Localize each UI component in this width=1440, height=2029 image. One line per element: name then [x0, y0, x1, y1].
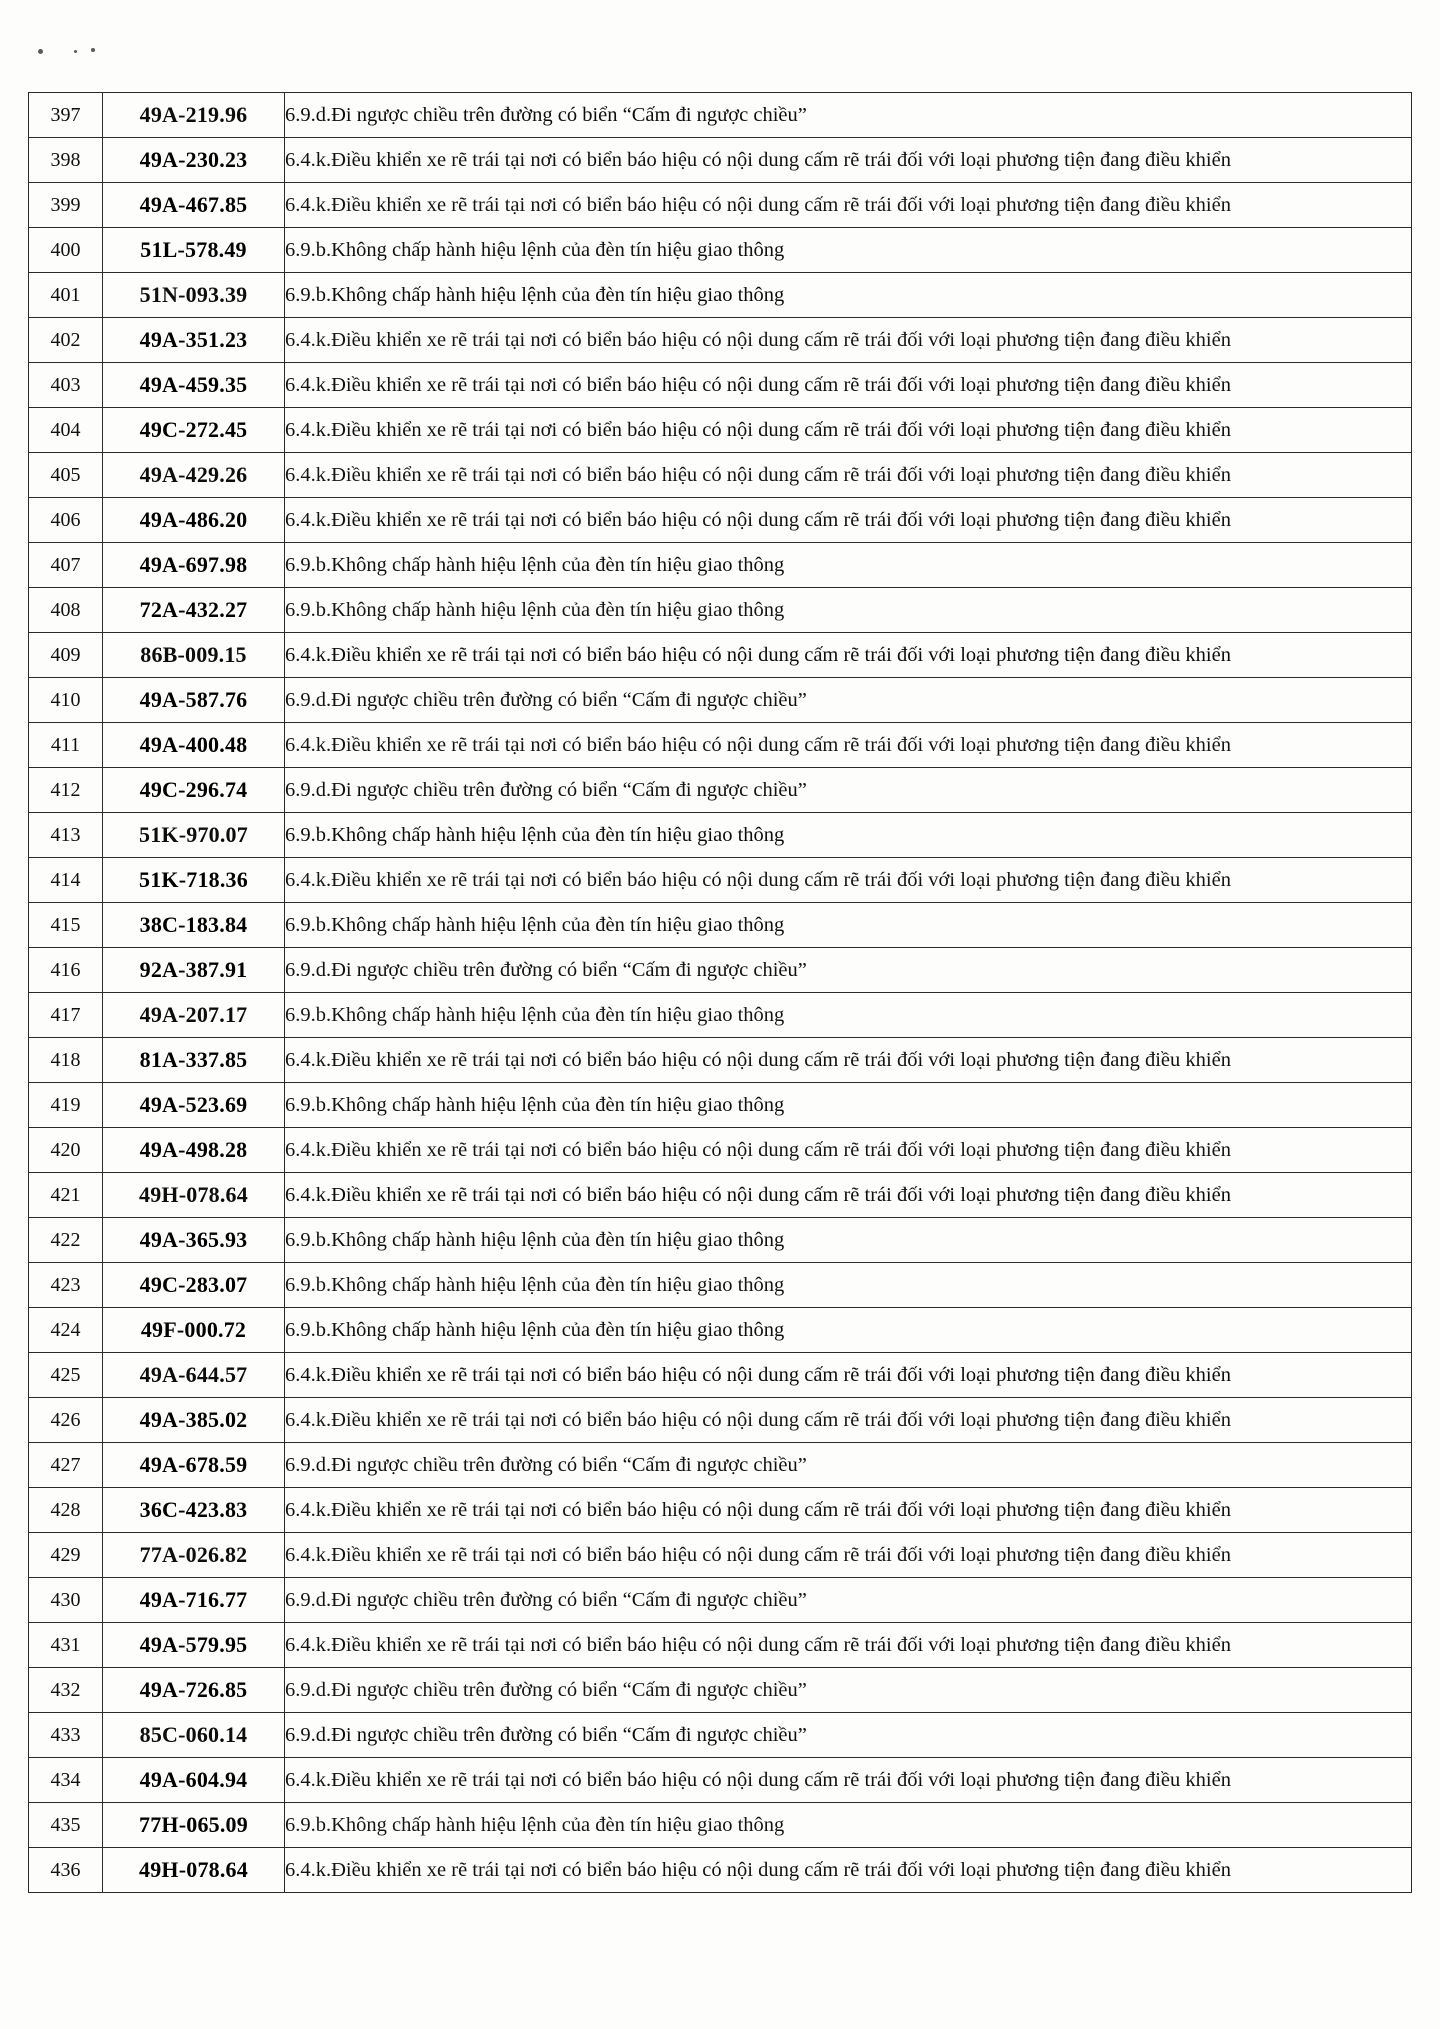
- table-row: [29, 1308, 1412, 1353]
- license-plate-cell: 92A-387.91: [103, 948, 285, 993]
- license-plate-cell: 36C-423.83: [103, 1488, 285, 1533]
- row-index-cell: 410: [29, 678, 103, 723]
- license-plate-cell: 49F-000.72: [103, 1308, 285, 1353]
- row-index-cell: 419: [29, 1083, 103, 1128]
- row-index-cell: 399: [29, 183, 103, 228]
- row-index-cell: 422: [29, 1218, 103, 1263]
- table-row: [29, 138, 1412, 183]
- license-plate-cell: 49A-498.28: [103, 1128, 285, 1173]
- violation-description-cell: 6.4.k.Điều khiển xe rẽ trái tại nơi có biển báo hiệu có nội dung cấm rẽ trái đối với loại phương tiện đang điều khiển: [285, 498, 1412, 543]
- violation-description-cell: 6.4.k.Điều khiển xe rẽ trái tại nơi có biển báo hiệu có nội dung cấm rẽ trái đối với loại phương tiện đang điều khiển: [285, 1623, 1412, 1668]
- table-row: [29, 1443, 1412, 1488]
- violation-description-cell: 6.4.k.Điều khiển xe rẽ trái tại nơi có biển báo hiệu có nội dung cấm rẽ trái đối với loại phương tiện đang điều khiển: [285, 1488, 1412, 1533]
- license-plate-cell: 49C-283.07: [103, 1263, 285, 1308]
- violation-description-cell: 6.9.d.Đi ngược chiều trên đường có biển “Cấm đi ngược chiều”: [285, 1668, 1412, 1713]
- table-row: [29, 813, 1412, 858]
- row-index-cell: 398: [29, 138, 103, 183]
- violation-description-cell: 6.4.k.Điều khiển xe rẽ trái tại nơi có biển báo hiệu có nội dung cấm rẽ trái đối với loại phương tiện đang điều khiển: [285, 1398, 1412, 1443]
- license-plate-cell: 49A-716.77: [103, 1578, 285, 1623]
- license-plate-cell: 49A-467.85: [103, 183, 285, 228]
- table-row: [29, 228, 1412, 273]
- license-plate-cell: 49C-296.74: [103, 768, 285, 813]
- row-index-cell: 429: [29, 1533, 103, 1578]
- row-index-cell: 408: [29, 588, 103, 633]
- table-row: [29, 993, 1412, 1038]
- license-plate-cell: 49A-459.35: [103, 363, 285, 408]
- license-plate-cell: 49A-230.23: [103, 138, 285, 183]
- table-row: [29, 588, 1412, 633]
- violation-description-cell: 6.9.b.Không chấp hành hiệu lệnh của đèn tín hiệu giao thông: [285, 588, 1412, 633]
- row-index-cell: 400: [29, 228, 103, 273]
- row-index-cell: 435: [29, 1803, 103, 1848]
- license-plate-cell: 81A-337.85: [103, 1038, 285, 1083]
- table-row: [29, 1623, 1412, 1668]
- license-plate-cell: 38C-183.84: [103, 903, 285, 948]
- table-row: [29, 453, 1412, 498]
- row-index-cell: 403: [29, 363, 103, 408]
- row-index-cell: 425: [29, 1353, 103, 1398]
- table-row: [29, 1578, 1412, 1623]
- row-index-cell: 430: [29, 1578, 103, 1623]
- row-index-cell: 432: [29, 1668, 103, 1713]
- license-plate-cell: 49A-429.26: [103, 453, 285, 498]
- violations-table-container: [28, 92, 1411, 1893]
- violation-description-cell: 6.9.b.Không chấp hành hiệu lệnh của đèn tín hiệu giao thông: [285, 903, 1412, 948]
- row-index-cell: 411: [29, 723, 103, 768]
- table-row: [29, 1758, 1412, 1803]
- table-row: [29, 1713, 1412, 1758]
- license-plate-cell: 49A-486.20: [103, 498, 285, 543]
- row-index-cell: 428: [29, 1488, 103, 1533]
- license-plate-cell: 85C-060.14: [103, 1713, 285, 1758]
- row-index-cell: 421: [29, 1173, 103, 1218]
- table-row: [29, 408, 1412, 453]
- violation-description-cell: 6.4.k.Điều khiển xe rẽ trái tại nơi có biển báo hiệu có nội dung cấm rẽ trái đối với loại phương tiện đang điều khiển: [285, 408, 1412, 453]
- table-row: [29, 318, 1412, 363]
- table-row: [29, 768, 1412, 813]
- row-index-cell: 406: [29, 498, 103, 543]
- violation-description-cell: 6.4.k.Điều khiển xe rẽ trái tại nơi có biển báo hiệu có nội dung cấm rẽ trái đối với loại phương tiện đang điều khiển: [285, 1173, 1412, 1218]
- table-row: [29, 1263, 1412, 1308]
- table-row: [29, 1848, 1412, 1893]
- violation-description-cell: 6.4.k.Điều khiển xe rẽ trái tại nơi có biển báo hiệu có nội dung cấm rẽ trái đối với loại phương tiện đang điều khiển: [285, 1128, 1412, 1173]
- row-index-cell: 434: [29, 1758, 103, 1803]
- license-plate-cell: 72A-432.27: [103, 588, 285, 633]
- violation-description-cell: 6.9.b.Không chấp hành hiệu lệnh của đèn tín hiệu giao thông: [285, 228, 1412, 273]
- violation-description-cell: 6.4.k.Điều khiển xe rẽ trái tại nơi có biển báo hiệu có nội dung cấm rẽ trái đối với loại phương tiện đang điều khiển: [285, 1533, 1412, 1578]
- table-row: [29, 633, 1412, 678]
- table-row: [29, 1173, 1412, 1218]
- license-plate-cell: 77H-065.09: [103, 1803, 285, 1848]
- table-row: [29, 1128, 1412, 1173]
- license-plate-cell: 49C-272.45: [103, 408, 285, 453]
- license-plate-cell: 77A-026.82: [103, 1533, 285, 1578]
- row-index-cell: 426: [29, 1398, 103, 1443]
- row-index-cell: 407: [29, 543, 103, 588]
- license-plate-cell: 49A-365.93: [103, 1218, 285, 1263]
- table-row: [29, 1218, 1412, 1263]
- license-plate-cell: 49H-078.64: [103, 1848, 285, 1893]
- license-plate-cell: 49A-579.95: [103, 1623, 285, 1668]
- violation-description-cell: 6.9.b.Không chấp hành hiệu lệnh của đèn tín hiệu giao thông: [285, 813, 1412, 858]
- scan-artifact-specks: [38, 46, 158, 58]
- violation-description-cell: 6.4.k.Điều khiển xe rẽ trái tại nơi có biển báo hiệu có nội dung cấm rẽ trái đối với loại phương tiện đang điều khiển: [285, 723, 1412, 768]
- table-row: [29, 948, 1412, 993]
- license-plate-cell: 49A-523.69: [103, 1083, 285, 1128]
- license-plate-cell: 49A-644.57: [103, 1353, 285, 1398]
- table-row: [29, 543, 1412, 588]
- violation-description-cell: 6.9.b.Không chấp hành hiệu lệnh của đèn tín hiệu giao thông: [285, 1218, 1412, 1263]
- scan-speck: [74, 50, 77, 53]
- row-index-cell: 420: [29, 1128, 103, 1173]
- violations-table: [28, 92, 1412, 1893]
- table-row: [29, 1353, 1412, 1398]
- license-plate-cell: 49A-604.94: [103, 1758, 285, 1803]
- table-row: [29, 1803, 1412, 1848]
- row-index-cell: 397: [29, 93, 103, 138]
- license-plate-cell: 49A-587.76: [103, 678, 285, 723]
- violation-description-cell: 6.9.d.Đi ngược chiều trên đường có biển “Cấm đi ngược chiều”: [285, 1578, 1412, 1623]
- violation-description-cell: 6.9.d.Đi ngược chiều trên đường có biển “Cấm đi ngược chiều”: [285, 768, 1412, 813]
- row-index-cell: 433: [29, 1713, 103, 1758]
- row-index-cell: 427: [29, 1443, 103, 1488]
- row-index-cell: 402: [29, 318, 103, 363]
- scan-speck: [91, 48, 95, 52]
- violation-description-cell: 6.9.b.Không chấp hành hiệu lệnh của đèn tín hiệu giao thông: [285, 1803, 1412, 1848]
- license-plate-cell: 49H-078.64: [103, 1173, 285, 1218]
- violation-description-cell: 6.9.d.Đi ngược chiều trên đường có biển “Cấm đi ngược chiều”: [285, 93, 1412, 138]
- row-index-cell: 404: [29, 408, 103, 453]
- violation-description-cell: 6.9.b.Không chấp hành hiệu lệnh của đèn tín hiệu giao thông: [285, 993, 1412, 1038]
- license-plate-cell: 49A-351.23: [103, 318, 285, 363]
- violation-description-cell: 6.4.k.Điều khiển xe rẽ trái tại nơi có biển báo hiệu có nội dung cấm rẽ trái đối với loại phương tiện đang điều khiển: [285, 363, 1412, 408]
- row-index-cell: 417: [29, 993, 103, 1038]
- license-plate-cell: 86B-009.15: [103, 633, 285, 678]
- row-index-cell: 424: [29, 1308, 103, 1353]
- row-index-cell: 413: [29, 813, 103, 858]
- license-plate-cell: 49A-385.02: [103, 1398, 285, 1443]
- table-row: [29, 1668, 1412, 1713]
- violation-description-cell: 6.4.k.Điều khiển xe rẽ trái tại nơi có biển báo hiệu có nội dung cấm rẽ trái đối với loại phương tiện đang điều khiển: [285, 138, 1412, 183]
- table-row: [29, 858, 1412, 903]
- row-index-cell: 409: [29, 633, 103, 678]
- license-plate-cell: 51L-578.49: [103, 228, 285, 273]
- license-plate-cell: 49A-207.17: [103, 993, 285, 1038]
- table-row: [29, 183, 1412, 228]
- row-index-cell: 401: [29, 273, 103, 318]
- row-index-cell: 405: [29, 453, 103, 498]
- row-index-cell: 436: [29, 1848, 103, 1893]
- license-plate-cell: 49A-726.85: [103, 1668, 285, 1713]
- table-row: [29, 93, 1412, 138]
- table-row: [29, 1083, 1412, 1128]
- license-plate-cell: 51N-093.39: [103, 273, 285, 318]
- violation-description-cell: 6.9.d.Đi ngược chiều trên đường có biển “Cấm đi ngược chiều”: [285, 678, 1412, 723]
- violation-description-cell: 6.9.b.Không chấp hành hiệu lệnh của đèn tín hiệu giao thông: [285, 1308, 1412, 1353]
- violation-description-cell: 6.9.b.Không chấp hành hiệu lệnh của đèn tín hiệu giao thông: [285, 273, 1412, 318]
- violation-description-cell: 6.9.b.Không chấp hành hiệu lệnh của đèn tín hiệu giao thông: [285, 543, 1412, 588]
- table-row: [29, 1038, 1412, 1083]
- violations-table-body: [29, 93, 1412, 1893]
- row-index-cell: 416: [29, 948, 103, 993]
- row-index-cell: 415: [29, 903, 103, 948]
- table-row: [29, 363, 1412, 408]
- violation-description-cell: 6.4.k.Điều khiển xe rẽ trái tại nơi có biển báo hiệu có nội dung cấm rẽ trái đối với loại phương tiện đang điều khiển: [285, 1848, 1412, 1893]
- violation-description-cell: 6.4.k.Điều khiển xe rẽ trái tại nơi có biển báo hiệu có nội dung cấm rẽ trái đối với loại phương tiện đang điều khiển: [285, 858, 1412, 903]
- violation-description-cell: 6.9.b.Không chấp hành hiệu lệnh của đèn tín hiệu giao thông: [285, 1083, 1412, 1128]
- row-index-cell: 418: [29, 1038, 103, 1083]
- table-row: [29, 903, 1412, 948]
- table-row: [29, 1533, 1412, 1578]
- violation-description-cell: 6.9.d.Đi ngược chiều trên đường có biển “Cấm đi ngược chiều”: [285, 948, 1412, 993]
- license-plate-cell: 49A-678.59: [103, 1443, 285, 1488]
- row-index-cell: 431: [29, 1623, 103, 1668]
- violation-description-cell: 6.4.k.Điều khiển xe rẽ trái tại nơi có biển báo hiệu có nội dung cấm rẽ trái đối với loại phương tiện đang điều khiển: [285, 183, 1412, 228]
- license-plate-cell: 49A-219.96: [103, 93, 285, 138]
- violation-description-cell: 6.4.k.Điều khiển xe rẽ trái tại nơi có biển báo hiệu có nội dung cấm rẽ trái đối với loại phương tiện đang điều khiển: [285, 1353, 1412, 1398]
- violation-description-cell: 6.4.k.Điều khiển xe rẽ trái tại nơi có biển báo hiệu có nội dung cấm rẽ trái đối với loại phương tiện đang điều khiển: [285, 453, 1412, 498]
- table-row: [29, 498, 1412, 543]
- license-plate-cell: 49A-400.48: [103, 723, 285, 768]
- violation-description-cell: 6.4.k.Điều khiển xe rẽ trái tại nơi có biển báo hiệu có nội dung cấm rẽ trái đối với loại phương tiện đang điều khiển: [285, 1758, 1412, 1803]
- table-row: [29, 1398, 1412, 1443]
- violation-description-cell: 6.4.k.Điều khiển xe rẽ trái tại nơi có biển báo hiệu có nội dung cấm rẽ trái đối với loại phương tiện đang điều khiển: [285, 1038, 1412, 1083]
- row-index-cell: 414: [29, 858, 103, 903]
- table-row: [29, 1488, 1412, 1533]
- license-plate-cell: 51K-718.36: [103, 858, 285, 903]
- row-index-cell: 423: [29, 1263, 103, 1308]
- table-row: [29, 678, 1412, 723]
- violation-description-cell: 6.9.d.Đi ngược chiều trên đường có biển “Cấm đi ngược chiều”: [285, 1713, 1412, 1758]
- violation-description-cell: 6.9.b.Không chấp hành hiệu lệnh của đèn tín hiệu giao thông: [285, 1263, 1412, 1308]
- violation-description-cell: 6.4.k.Điều khiển xe rẽ trái tại nơi có biển báo hiệu có nội dung cấm rẽ trái đối với loại phương tiện đang điều khiển: [285, 318, 1412, 363]
- table-row: [29, 723, 1412, 768]
- row-index-cell: 412: [29, 768, 103, 813]
- table-row: [29, 273, 1412, 318]
- scan-speck: [38, 49, 43, 54]
- violation-description-cell: 6.9.d.Đi ngược chiều trên đường có biển “Cấm đi ngược chiều”: [285, 1443, 1412, 1488]
- license-plate-cell: 51K-970.07: [103, 813, 285, 858]
- violation-description-cell: 6.4.k.Điều khiển xe rẽ trái tại nơi có biển báo hiệu có nội dung cấm rẽ trái đối với loại phương tiện đang điều khiển: [285, 633, 1412, 678]
- license-plate-cell: 49A-697.98: [103, 543, 285, 588]
